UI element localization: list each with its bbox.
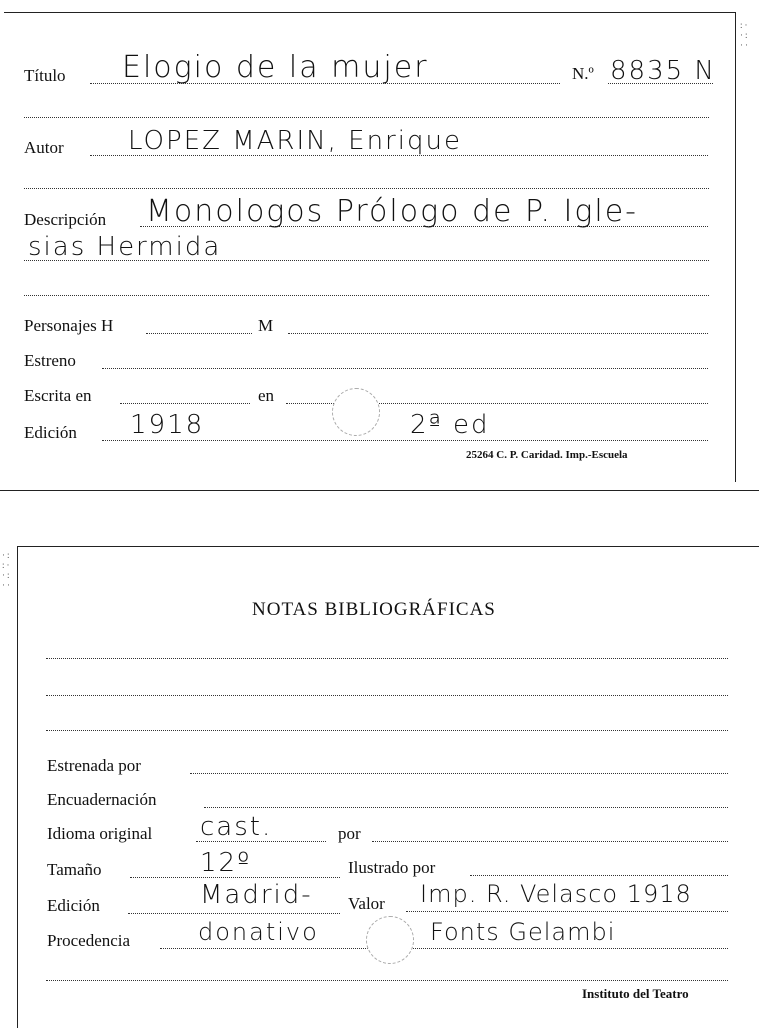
por-line	[372, 841, 728, 842]
catalog-card-back	[0, 540, 759, 1028]
encuadernacion-label: Encuadernación	[47, 790, 157, 809]
edicion-value: Madrid-	[200, 880, 313, 910]
numero-value: 8835 N	[610, 56, 716, 86]
tamano-value: 12º	[200, 848, 252, 878]
tamano-label: Tamaño	[47, 860, 102, 879]
procedencia-value: donativo	[198, 918, 319, 946]
punch-hole	[332, 388, 380, 436]
procedencia-extra: Fonts Gelambi	[430, 918, 616, 946]
personajes-m-line	[288, 333, 708, 334]
descripcion-value-line2: sias Hermida	[28, 232, 222, 262]
card-border-left	[17, 546, 18, 1028]
edicion-label: Edición	[47, 896, 100, 915]
procedencia-label: Procedencia	[47, 931, 131, 950]
valor-value: Imp. R. Velasco 1918	[420, 880, 692, 908]
edicion-line	[128, 913, 340, 914]
escrita-label: Escrita en	[24, 386, 92, 405]
edicion-line	[102, 440, 708, 441]
titulo-label: Título	[24, 66, 66, 85]
edicion-extra: 2ª ed	[410, 410, 490, 440]
edicion-value: 1918	[130, 410, 205, 440]
blank-line	[24, 188, 709, 189]
card-border-right	[735, 12, 736, 482]
personajes-label: Personajes H	[24, 316, 114, 335]
descripcion-label: Descripción	[24, 210, 107, 229]
notes-line	[46, 658, 728, 659]
descripcion-value-line1: Monologos Prólogo de P. Igle-	[146, 194, 638, 229]
card-border-top	[4, 12, 736, 13]
estrenada-label: Estrenada por	[47, 756, 141, 775]
valor-line	[406, 911, 728, 912]
autor-label: Autor	[24, 138, 64, 157]
personajes-h-line	[146, 333, 252, 334]
por-label: por	[338, 824, 361, 843]
valor-label: Valor	[348, 894, 385, 913]
estrenada-line	[190, 773, 728, 774]
blank-line	[24, 295, 709, 296]
printer-note: 25264 C. P. Caridad. Imp.-Escuela	[466, 449, 628, 461]
autor-value: LOPEZ MARIN, Enrique	[128, 126, 462, 156]
punch-hole	[366, 916, 414, 964]
notas-heading: NOTAS BIBLIOGRÁFICAS	[252, 599, 496, 620]
ilustrado-label: Ilustrado por	[348, 858, 436, 877]
institution-credit: Instituto del Teatro	[582, 986, 689, 1001]
notes-line	[46, 695, 728, 696]
closing-line	[46, 980, 728, 981]
scan-specks: :· ·: ··	[740, 20, 750, 50]
edicion-label: Edición	[24, 423, 77, 442]
card-border-top	[18, 546, 759, 547]
escrita-line	[120, 403, 250, 404]
escrita-en-label: en	[258, 386, 275, 405]
catalog-card-front	[0, 0, 759, 495]
scan-specks: ·: :· ·: ··	[2, 550, 12, 590]
idioma-value: cast.	[200, 812, 273, 842]
ilustrado-line	[470, 875, 728, 876]
card-border-bottom	[0, 490, 759, 491]
notes-line	[46, 730, 728, 731]
encuadernacion-line	[204, 807, 728, 808]
procedencia-line	[160, 948, 728, 949]
idioma-label: Idioma original	[47, 824, 153, 843]
estreno-label: Estreno	[24, 351, 76, 370]
estreno-line	[102, 368, 708, 369]
numero-label: N.º	[572, 64, 594, 83]
personajes-m-label: M	[258, 316, 274, 335]
titulo-value: Elogio de la mujer	[122, 50, 429, 85]
blank-line	[24, 117, 709, 118]
